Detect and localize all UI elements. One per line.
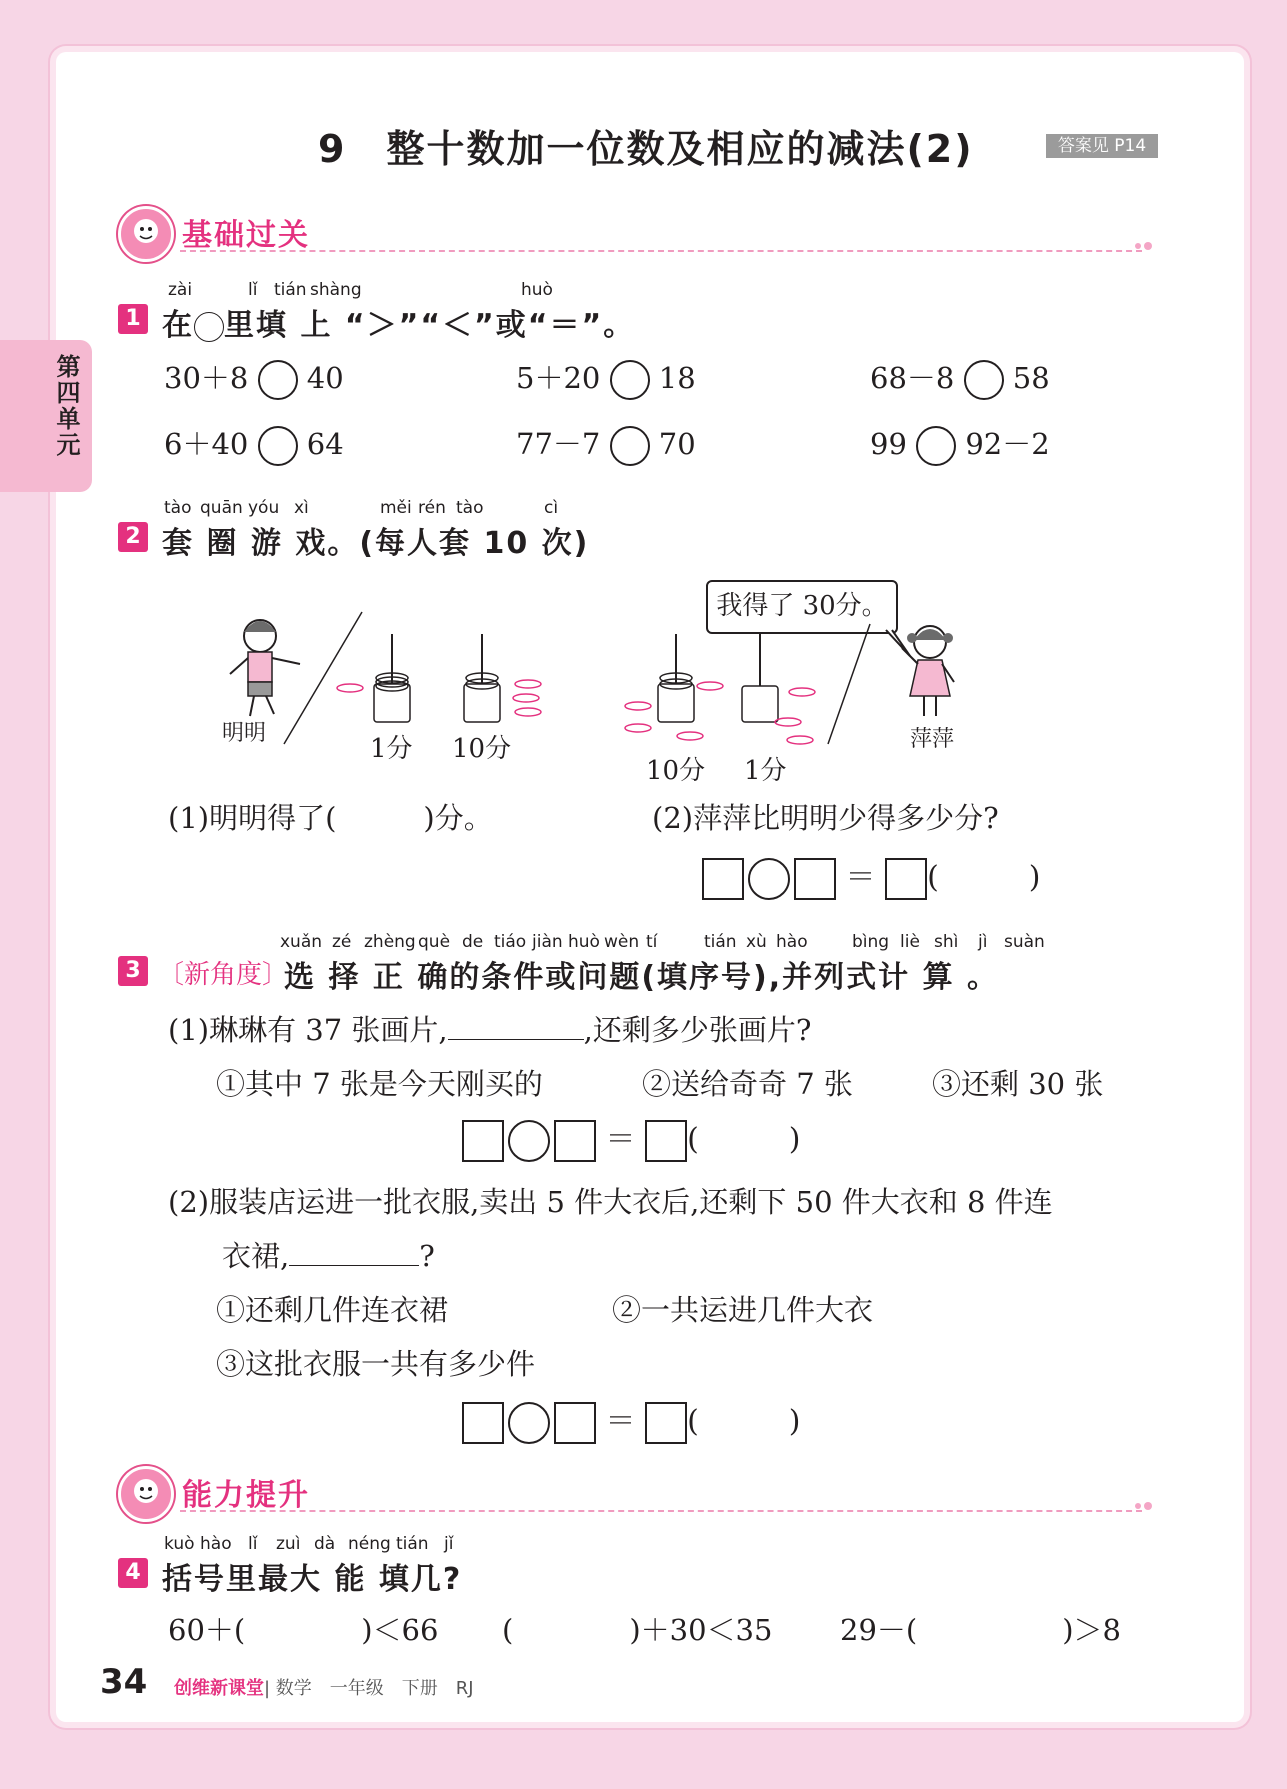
answer-circle-sample [194,312,224,342]
pinyin: huò [568,932,600,952]
pinyin: liè [900,932,920,952]
question-text: 套 圈 游 戏。(每人套 10 次) [162,526,590,561]
answer-circle[interactable] [258,426,298,466]
section-divider [180,250,1142,252]
unit-side-tab-label: 第四单元 [52,354,80,458]
pinyin: wèn [604,932,640,952]
answer-box[interactable] [645,1402,687,1444]
girl-figure [902,626,954,716]
compare-item: 30＋8 40 [164,356,344,400]
section-header-advanced [118,1464,1158,1518]
compare-item: 5＋20 18 [516,356,696,400]
question-text: 括号里最大 能 填几? [162,1562,463,1597]
question-text: 选 择 正 确的条件或问题(填序号),并列式计 算 。 [284,960,1000,995]
pinyin: yóu [248,498,280,518]
pinyin: xuǎn [280,932,323,952]
pinyin: xù [746,932,767,952]
q3-part1-option[interactable]: ①其中 7 张是今天刚买的 [216,1067,543,1101]
unit-side-tab[interactable] [0,340,92,492]
pinyin: cì [544,498,559,518]
name-label-left: 明明 [222,721,267,746]
section-divider [180,1510,1142,1512]
question-3 [118,932,1118,995]
answer-circle[interactable] [610,426,650,466]
q3-part1-option[interactable]: ②送给奇奇 7 张 [642,1067,853,1101]
section-title-basic: 基础过关 [182,218,310,253]
fill-blank[interactable] [289,1241,419,1266]
question-number: 1 [118,304,148,334]
pinyin: hào [776,932,808,952]
question-4 [118,1534,1118,1597]
boy-figure [230,620,300,716]
q3-part1-stem: (1)琳琳有 37 张画片, ,还剩多少张画片? [168,1013,812,1047]
question-1 [118,280,1118,343]
compare-item: 68－8 58 [870,356,1050,400]
pinyin: shì [934,932,959,952]
answer-circle[interactable] [258,360,298,400]
operator-circle[interactable] [508,1120,550,1162]
q3-part2-stem: (2)服装店运进一批衣服,卖出 5 件大衣后,还剩下 50 件大衣和 8 件连 [168,1185,1053,1219]
pinyin: zhèng [364,932,416,952]
pinyin: tào [456,498,484,518]
speech-bubble: 我得了 30分。 [706,580,898,634]
pinyin: měi [380,498,412,518]
q2-sub2: (2)萍萍比明明少得多少分? [652,801,999,835]
pinyin: suàn [1004,932,1045,952]
pinyin: jiàn [532,932,563,952]
compare-item: 6＋40 64 [164,422,344,466]
q3-part2-option[interactable]: ③这批衣服一共有多少件 [216,1347,536,1381]
answer-box[interactable] [645,1120,687,1162]
pinyin: dà [314,1534,336,1554]
pinyin: bìng [852,932,890,952]
peg [742,634,815,744]
pinyin: de [462,932,484,952]
peg [625,634,723,740]
dots-icon [1134,1500,1158,1512]
ring-toss-illustration [210,604,990,774]
fill-blank[interactable] [448,1015,584,1040]
score-label: 10分 [646,756,706,786]
section-header-basic [118,204,1158,258]
footer-brand: 创维新课堂| 数学 一年级 下册 RJ [174,1678,474,1699]
pinyin: xì [294,498,309,518]
dots-icon [1134,240,1158,252]
score-label: 1分 [744,756,787,786]
q2-sub1: (1)明明得了( )分。 [168,801,493,835]
answer-box[interactable] [554,1120,596,1162]
pinyin: hào [200,1534,232,1554]
operator-circle[interactable] [508,1402,550,1444]
answer-box[interactable] [885,858,927,900]
new-angle-tag: 〔新角度〕 [158,960,289,990]
equation-row: ＝ ( ) [462,1114,801,1162]
question-number: 2 [118,522,148,552]
question-number: 4 [118,1558,148,1588]
pinyin: zuì [276,1534,301,1554]
answer-box[interactable] [702,858,744,900]
compare-item: 77－7 70 [516,422,696,466]
q3-part1-option[interactable]: ③还剩 30 张 [932,1067,1104,1101]
q3-part2-option[interactable]: ①还剩几件连衣裙 [216,1293,449,1327]
pinyin: tián [396,1534,429,1554]
pinyin: zé [332,932,352,952]
question-2 [118,498,1118,561]
pinyin: kuò [164,1534,195,1554]
section-title-advanced: 能力提升 [182,1478,310,1513]
pinyin: tián [704,932,737,952]
pinyin: rén [418,498,446,518]
equation-row: ＝ ( ) [462,1396,801,1444]
pinyin: shàng [310,280,362,300]
answer-box[interactable] [794,858,836,900]
pinyin: què [418,932,451,952]
answer-box[interactable] [462,1120,504,1162]
answer-circle[interactable] [916,426,956,466]
pinyin: jì [978,932,988,952]
question-text: 在 里填 上 “＞”“＜”或“＝”。 [162,308,636,343]
q4-item[interactable]: 60＋( )＜66 [168,1613,439,1647]
answer-box[interactable] [554,1402,596,1444]
peg [464,634,541,722]
pinyin: lǐ [248,1534,258,1554]
mascot-icon [118,1466,174,1522]
mascot-icon [118,206,174,262]
answer-reference: 答案见 P14 [1046,134,1158,158]
pinyin: quān [200,498,243,518]
operator-circle[interactable] [748,858,790,900]
pinyin: tián [274,280,307,300]
peg [337,634,410,722]
question-number: 3 [118,956,148,986]
pinyin: lǐ [248,280,258,300]
compare-item: 99 92－2 [870,422,1050,466]
pinyin: tào [164,498,192,518]
q4-item[interactable]: ( )＋30＜35 [502,1613,773,1647]
answer-circle[interactable] [964,360,1004,400]
q4-item[interactable]: 29－( )＞8 [840,1613,1121,1647]
q3-part2-stem2: 衣裙, ? [222,1239,435,1273]
q3-part2-option[interactable]: ②一共运进几件大衣 [612,1293,874,1327]
pinyin: tiáo [494,932,527,952]
score-label: 10分 [452,734,512,764]
pinyin: tí [646,932,658,952]
answer-circle[interactable] [610,360,650,400]
score-label: 1分 [370,734,413,764]
name-label-right: 萍萍 [910,727,955,752]
pinyin: zài [168,280,193,300]
equation-row: ＝ ( ) [702,852,1041,900]
pinyin: huò [521,280,553,300]
answer-box[interactable] [462,1402,504,1444]
pinyin: néng [348,1534,391,1554]
page-title: 9 整十数加一位数及相应的减法(2) [318,127,974,171]
pinyin: jǐ [444,1534,454,1554]
page-number: 34 [100,1662,148,1702]
